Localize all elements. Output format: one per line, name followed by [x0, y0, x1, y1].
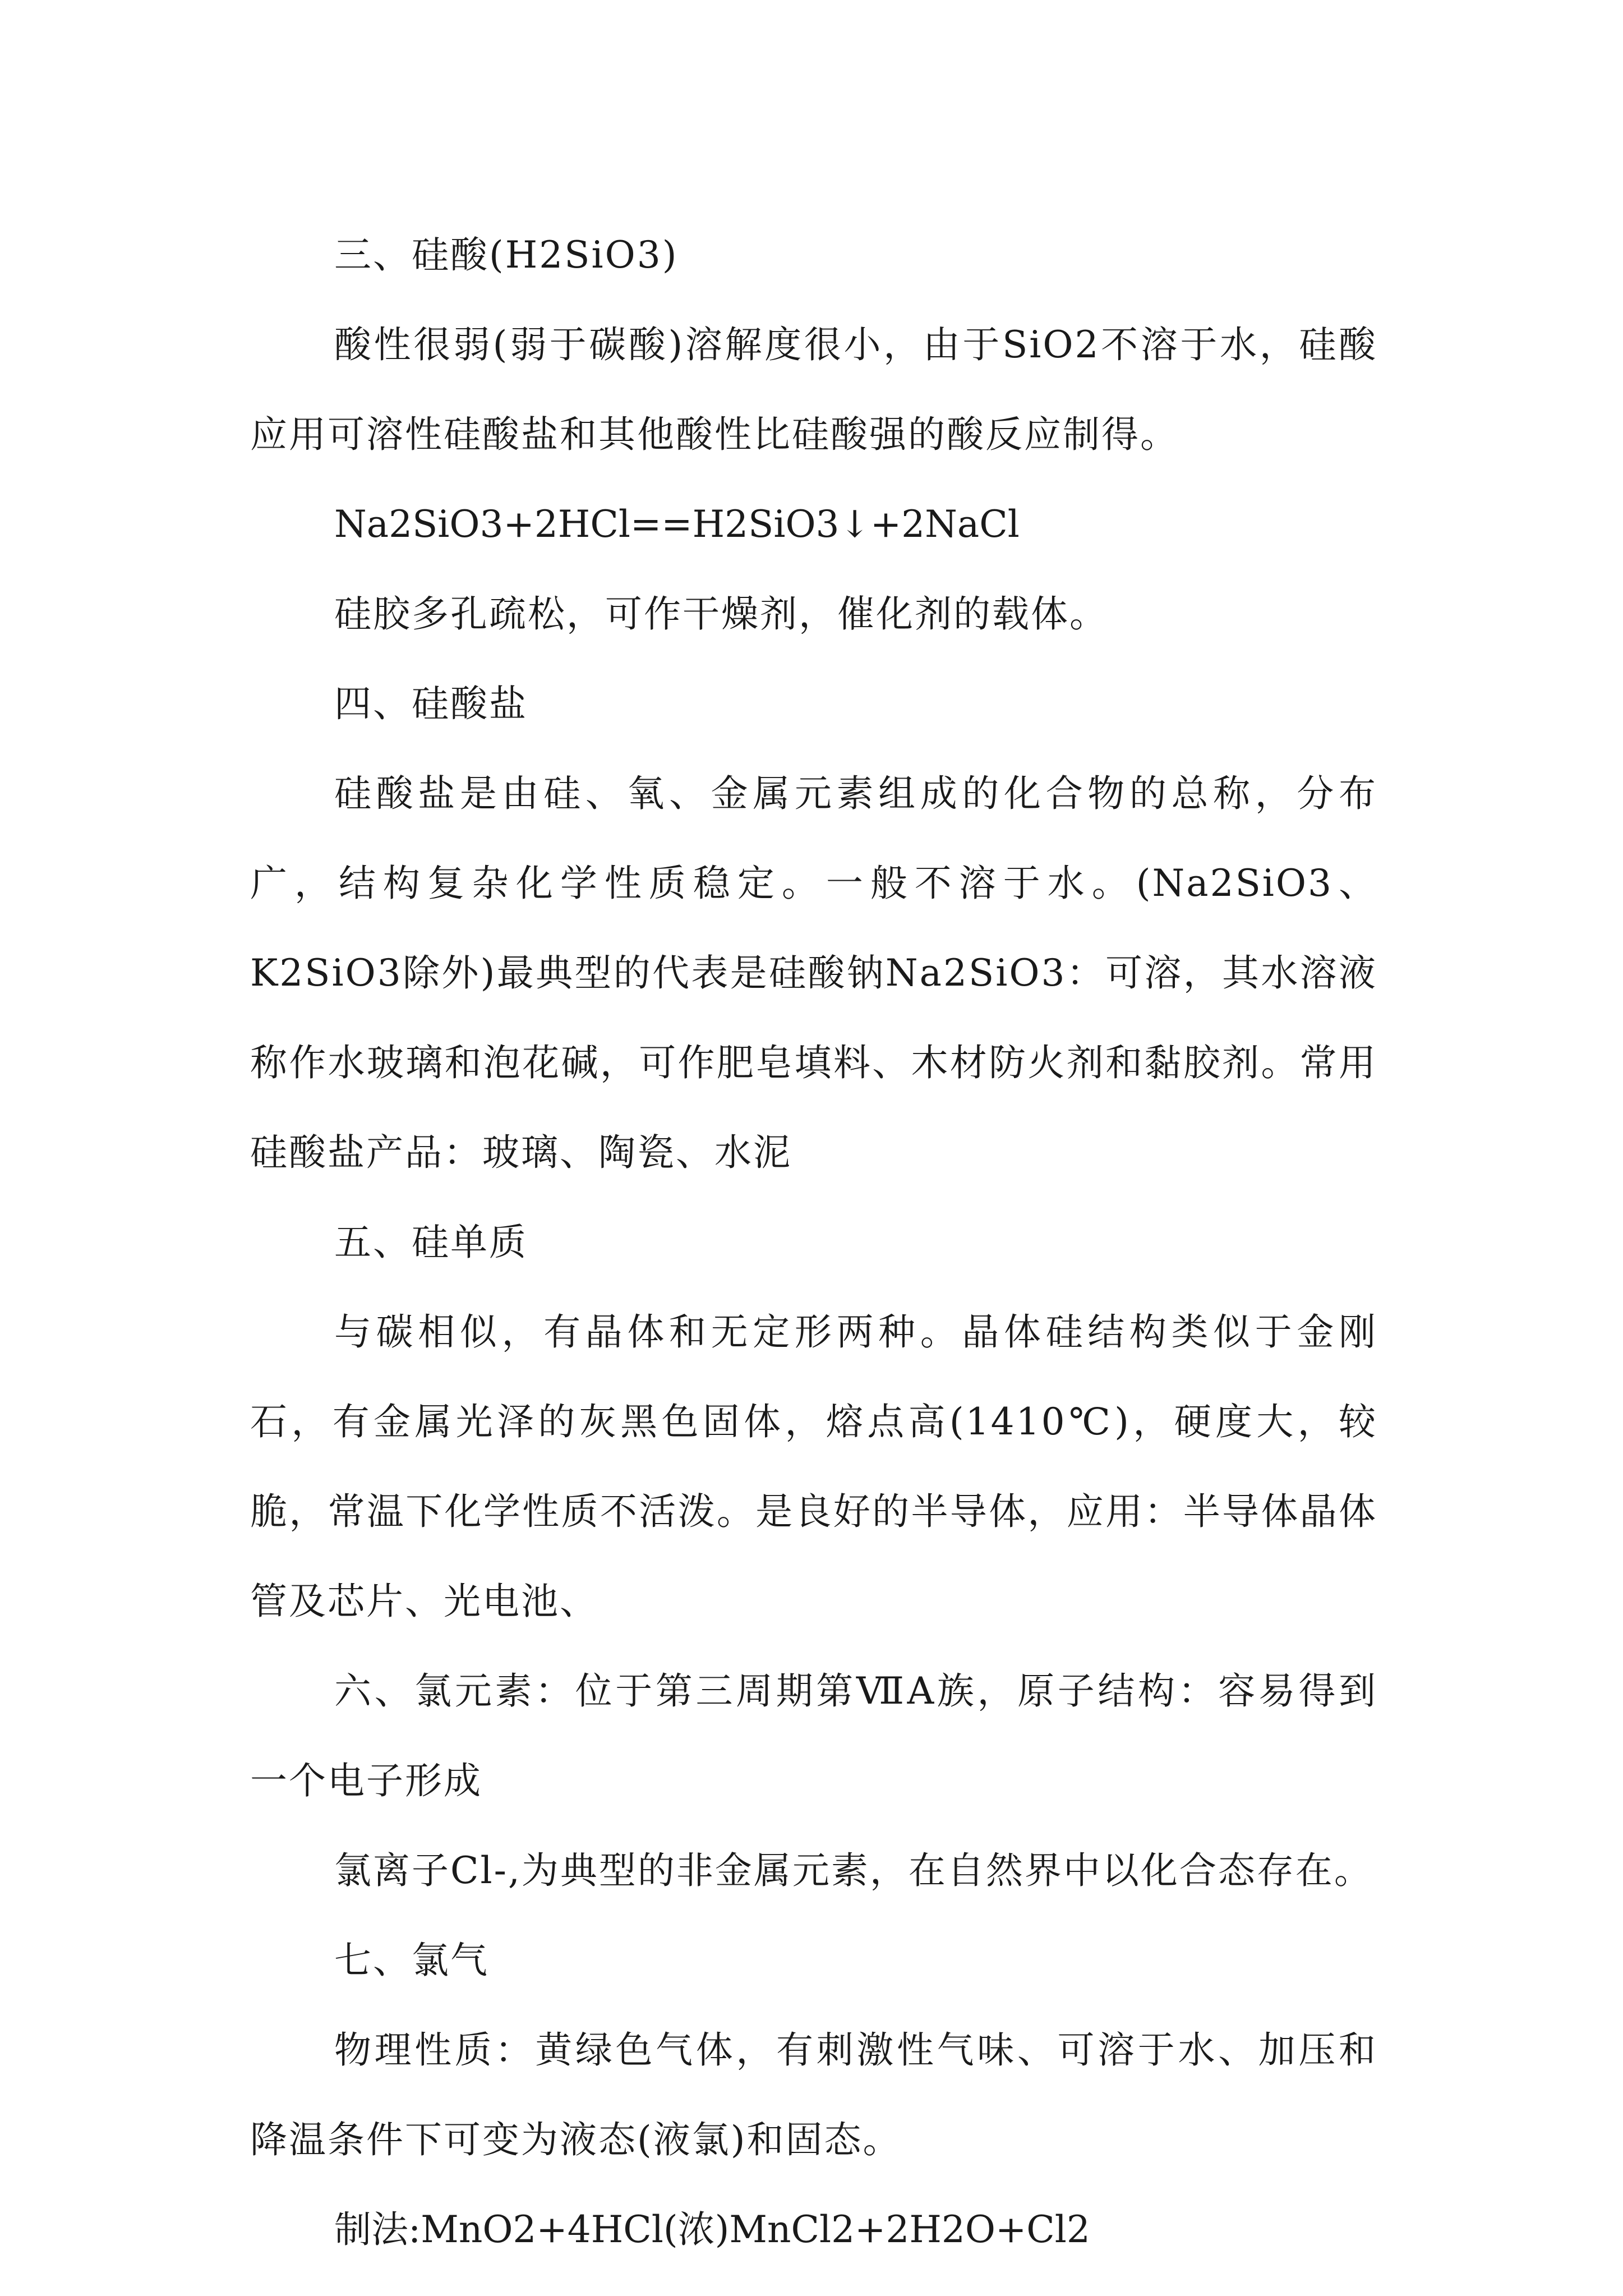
- paragraph-chloride-ion: 氯离子Cl-,为典型的非金属元素，在自然界中以化合态存在。: [334, 1849, 1373, 1892]
- paragraph-silicon-properties: 与碳相似，有晶体和无定形两种。晶体硅结构类似于金刚石，有金属光泽的灰黑色固体，熔点高(1410℃)，硬度大，较脆，常温下化学性质不活泼。是良好的半导体，应用：半导体晶体管及芯片、光电池、: [250, 1310, 1377, 1623]
- paragraph-silicate-description: 硅酸盐是由硅、氧、金属元素组成的化合物的总称，分布广，结构复杂化学性质稳定。一般不溶于水。(Na2SiO3、K2SiO3除外)最典型的代表是硅酸钠Na2SiO3：可溶，其水溶液称作水玻璃和泡花碱，可作肥皂填料、木材防火剂和黏胶剂。常用硅酸盐产品：玻璃、陶瓷、水泥: [250, 772, 1377, 1174]
- section-heading-chlorine-element: 六、氯元素：位于第三周期第ⅦA族，原子结构：容易得到一个电子形成: [250, 1669, 1377, 1802]
- paragraph-silica-gel: 硅胶多孔疏松，可作干燥剂，催化剂的载体。: [334, 592, 1108, 636]
- section-heading-silicon-element: 五、硅单质: [334, 1221, 528, 1264]
- document-body: [250, 210, 1377, 2275]
- section-heading-silicate: 四、硅酸盐: [334, 682, 528, 725]
- section-heading-silicic-acid: 三、硅酸(H2SiO3): [334, 233, 679, 277]
- equation-chlorine-preparation: 制法:MnO2+4HCl(浓)MnCl2+2H2O+Cl2: [334, 2208, 1090, 2251]
- equation-silicic-acid-preparation: Na2SiO3+2HCl==H2SiO3↓+2NaCl: [334, 503, 1020, 546]
- section-heading-chlorine-gas: 七、氯气: [334, 1939, 489, 1982]
- paragraph-chlorine-physical-properties: 物理性质：黄绿色气体，有刺激性气味、可溶于水、加压和降温条件下可变为液态(液氯)和固态。: [250, 2028, 1377, 2161]
- paragraph-silicic-acid-properties: 酸性很弱(弱于碳酸)溶解度很小，由于SiO2不溶于水，硅酸应用可溶性硅酸盐和其他酸性比硅酸强的酸反应制得。: [250, 323, 1377, 456]
